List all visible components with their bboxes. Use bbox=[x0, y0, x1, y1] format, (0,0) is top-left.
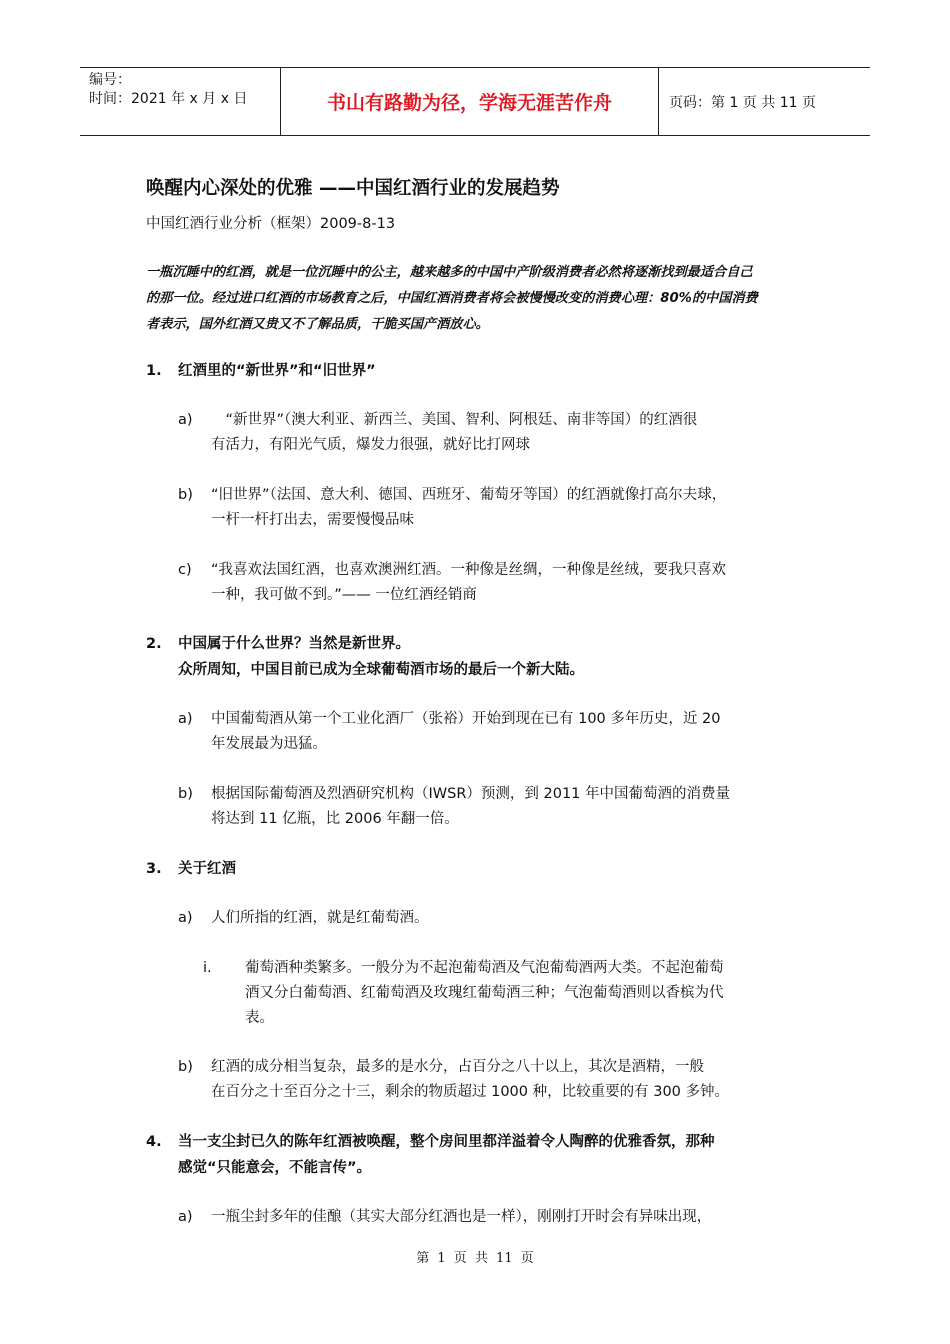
list-item-line: 在百分之十至百分之十三，剩余的物质超过 1000 种，比较重要的有 300 多钟。 bbox=[211, 1084, 730, 1100]
document-date: 时间：2021 年 x 月 x 日 bbox=[89, 91, 248, 107]
list-item-line: “旧世界”（法国、意大利、德国、西班牙、葡萄牙等国）的红酒就像打高尔夫球， bbox=[211, 487, 727, 503]
list-item-line: “新世界”（澳大利亚、新西兰、美国、智利、阿根廷、南非等国）的红酒很 bbox=[211, 412, 698, 428]
section-heading-line: 红酒里的“新世界”和“旧世界” bbox=[178, 363, 376, 379]
list-item-line: 中国葡萄酒从第一个工业化酒厂（张裕）开始到现在已有 100 多年历史，近 20 bbox=[211, 711, 721, 727]
list-marker: a) bbox=[178, 910, 193, 926]
list-marker: b) bbox=[178, 1059, 193, 1075]
list-item-line: 红酒的成分相当复杂，最多的是水分，占百分之八十以上，其次是酒精，一般 bbox=[211, 1059, 704, 1075]
list-item-line: 将达到 11 亿瓶，比 2006 年翻一倍。 bbox=[211, 811, 459, 827]
list-marker: a) bbox=[178, 1209, 193, 1225]
list-marker: c) bbox=[178, 562, 192, 578]
sub-list-item-line: 表。 bbox=[245, 1010, 274, 1026]
list-item-line: 一杆一杆打出去，需要慢慢品味 bbox=[211, 512, 414, 528]
list-marker: b) bbox=[178, 487, 193, 503]
list-item-line: 一瓶尘封多年的佳酿（其实大部分红酒也是一样），刚刚打开时会有异味出现， bbox=[211, 1209, 712, 1225]
section-heading-line: 感觉“只能意会，不能言传”。 bbox=[178, 1160, 372, 1176]
header-motto: 书山有路勤为径，学海无涯苦作舟 bbox=[281, 68, 659, 135]
intro-paragraph bbox=[146, 260, 822, 338]
intro-line: 的那一位。经过进口红酒的市场教育之后，中国红酒消费者将会被慢慢改变的消费心理：80%的中国消费 bbox=[146, 291, 758, 306]
section-heading-line: 当一支尘封已久的陈年红酒被唤醒，整个房间里都洋溢着令人陶醉的优雅香氛，那种 bbox=[178, 1134, 715, 1150]
document-header bbox=[80, 67, 870, 136]
list-item-line: 根据国际葡萄酒及烈酒研究机构（IWSR）预测，到 2011 年中国葡萄酒的消费量 bbox=[211, 786, 731, 802]
list-item-line: 一种，我可做不到。”—— 一位红酒经销商 bbox=[211, 587, 477, 603]
list-item-line: “我喜欢法国红酒，也喜欢澳洲红酒。一种像是丝绸，一种像是丝绒，要我只喜欢 bbox=[211, 562, 727, 578]
sub-list-marker: i. bbox=[203, 960, 212, 976]
sub-list-item-line: 酒又分白葡萄酒、红葡萄酒及玫瑰红葡萄酒三种；气泡葡萄酒则以香槟为代 bbox=[245, 985, 724, 1001]
list-item-line: 年发展最为迅猛。 bbox=[211, 736, 327, 752]
list-marker: a) bbox=[178, 711, 193, 727]
list-marker: a) bbox=[178, 412, 193, 428]
section-heading-line: 关于红酒 bbox=[178, 861, 236, 877]
sub-list-item-line: 葡萄酒种类繁多。一般分为不起泡葡萄酒及气泡葡萄酒两大类。不起泡葡萄 bbox=[245, 960, 724, 976]
list-marker: b) bbox=[178, 786, 193, 802]
section-number: 3. bbox=[146, 861, 162, 877]
document-subtitle: 中国红酒行业分析（框架）2009-8-13 bbox=[146, 216, 396, 232]
page-footer: 第 1 页 共 11 页 bbox=[416, 1251, 534, 1266]
header-meta bbox=[80, 68, 281, 135]
section-heading-line: 中国属于什么世界？当然是新世界。 bbox=[178, 636, 410, 652]
intro-line: 者表示，国外红酒又贵又不了解品质，干脆买国产酒放心。 bbox=[146, 317, 489, 332]
header-page-info: 页码：第 1 页 共 11 页 bbox=[669, 94, 816, 111]
section-number: 4. bbox=[146, 1134, 162, 1150]
document-title: 唤醒内心深处的优雅 ——中国红酒行业的发展趋势 bbox=[146, 178, 560, 199]
intro-line: 一瓶沉睡中的红酒，就是一位沉睡中的公主，越来越多的中国中产阶级消费者必然将逐渐找到最适合自己 bbox=[146, 265, 753, 280]
section-number: 2. bbox=[146, 636, 162, 652]
document-number-label: 编号： bbox=[89, 72, 131, 88]
list-item-line: 人们所指的红酒，就是红葡萄酒。 bbox=[211, 910, 429, 926]
list-item-line: 有活力，有阳光气质，爆发力很强，就好比打网球 bbox=[211, 437, 530, 453]
section-number: 1. bbox=[146, 363, 162, 379]
section-heading-line: 众所周知，中国目前已成为全球葡萄酒市场的最后一个新大陆。 bbox=[178, 662, 584, 678]
